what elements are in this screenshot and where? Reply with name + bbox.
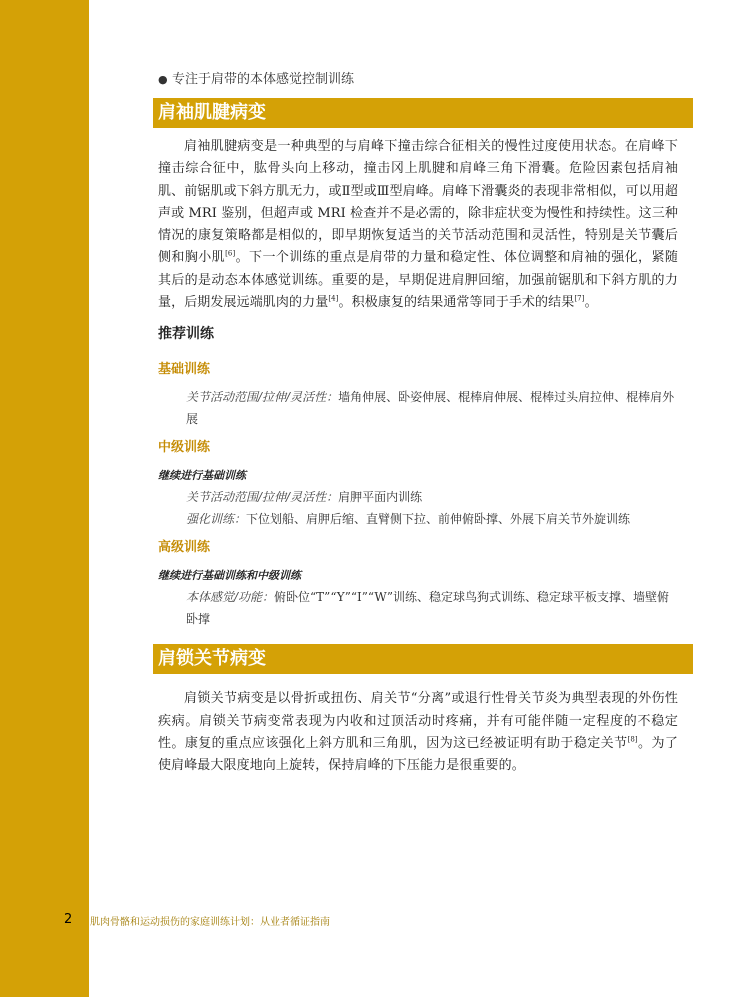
training-items: 俯卧位“T”“Y”“I”“W”训练、稳定球鸟狗式训练、稳定球平板支撑、墙壁俯卧撑	[186, 590, 670, 627]
training-items: 下位划船、肩胛后缩、直臂侧下拉、前伸俯卧撑、外展下肩关节外旋训练	[246, 512, 631, 527]
paragraph-text: 。下一个训练的重点是肩带的力量和稳定性、体位调整和肩袖的强化，紧随其后的是动态本体感觉训练。重要的是，早期促进肩胛回缩，加强前锯肌和下斜方肌的力量，后期发展远端肌肉的力量	[158, 250, 678, 311]
ac-joint-paragraph	[158, 688, 678, 777]
continue-basic-intermediate-label: 继续进行基础训练和中级训练	[158, 569, 301, 583]
side-color-band	[0, 0, 89, 997]
paragraph-text: 肩袖肌腱病变是一种典型的与肩峰下撞击综合征相关的慢性过度使用状态。在肩峰下撞击综合征中，肱骨头向上移动，撞击冈上肌腱和肩峰三角下滑囊。危险因素包括肩袖肌、前锯肌或下斜方肌无力，或Ⅱ型或Ⅲ型肩峰。肩峰下滑囊炎的表现非常相似，可以用超声或 MRI 鉴别，但超声或 MRI 检查并不是必需的，除非症状变为慢性和持续性。这三种情况的康复策略都是相似的，即早期恢复适当的关节活动范围和灵活性，特别是关节囊后侧和胸小肌	[158, 139, 678, 266]
bullet-icon: ●	[158, 73, 168, 86]
bullet-item	[158, 70, 678, 90]
intermediate-strength-line	[186, 508, 678, 530]
running-footer-title: 肌肉骨骼和运动损伤的家庭训练计划：从业者循证指南	[90, 917, 330, 928]
training-items: 墙角伸展、卧姿伸展、棍棒肩伸展、棍棒过头肩拉伸、棍棒肩外展	[186, 390, 675, 427]
section-title: 肩袖肌腱病变	[158, 102, 266, 123]
citation-ref: [7]	[574, 294, 585, 303]
intermediate-rom-line	[186, 486, 678, 508]
citation-ref: [8]	[627, 735, 638, 744]
paragraph-end: 。	[584, 295, 598, 311]
training-items: 肩胛平面内训练	[338, 490, 423, 505]
citation-ref: [6]	[225, 250, 236, 259]
paragraph-text: 肩锁关节病变是以骨折或扭伤、肩关节“分离”或退行性骨关节炎为典型表现的外伤性疾病。肩锁关节病变常表现为内收和过顶活动时疼痛，并有可能伴随一定程度的不稳定性。康复的重点应该强化上斜方肌和三角肌，因为这已经被证明有助于稳定关节	[158, 691, 678, 751]
paragraph-text: 。积极康复的结果通常等同于手术的结果	[338, 295, 575, 311]
rotator-cuff-paragraph	[158, 136, 678, 314]
continue-basic-label: 继续进行基础训练	[158, 469, 246, 483]
page-content	[158, 70, 678, 778]
advanced-training-heading: 高级训练	[158, 540, 211, 556]
section-title: 肩锁关节病变	[158, 648, 266, 670]
basic-training-heading: 基础训练	[158, 362, 211, 378]
bullet-text: 专注于肩带的本体感觉控制训练	[172, 72, 355, 87]
page-number: 2	[64, 912, 73, 927]
training-category: 强化训练：	[186, 512, 247, 527]
training-category: 关节活动范围/拉伸/灵活性：	[186, 390, 339, 405]
section-header-rotator-cuff	[153, 98, 693, 128]
paragraph-text: 。为了使肩峰最大限度地向上旋转，保持肩峰的下压能力是很重要的。	[158, 735, 678, 774]
training-category: 关节活动范围/拉伸/灵活性：	[186, 490, 339, 505]
recommended-training-heading: 推荐训练	[158, 326, 214, 343]
section-header-ac-joint	[153, 644, 693, 674]
advanced-proprioception-line	[186, 586, 678, 630]
basic-rom-line	[186, 386, 678, 430]
training-category: 本体感觉/功能：	[186, 590, 275, 605]
intermediate-training-heading: 中级训练	[158, 440, 211, 456]
citation-ref: [4]	[328, 294, 339, 303]
